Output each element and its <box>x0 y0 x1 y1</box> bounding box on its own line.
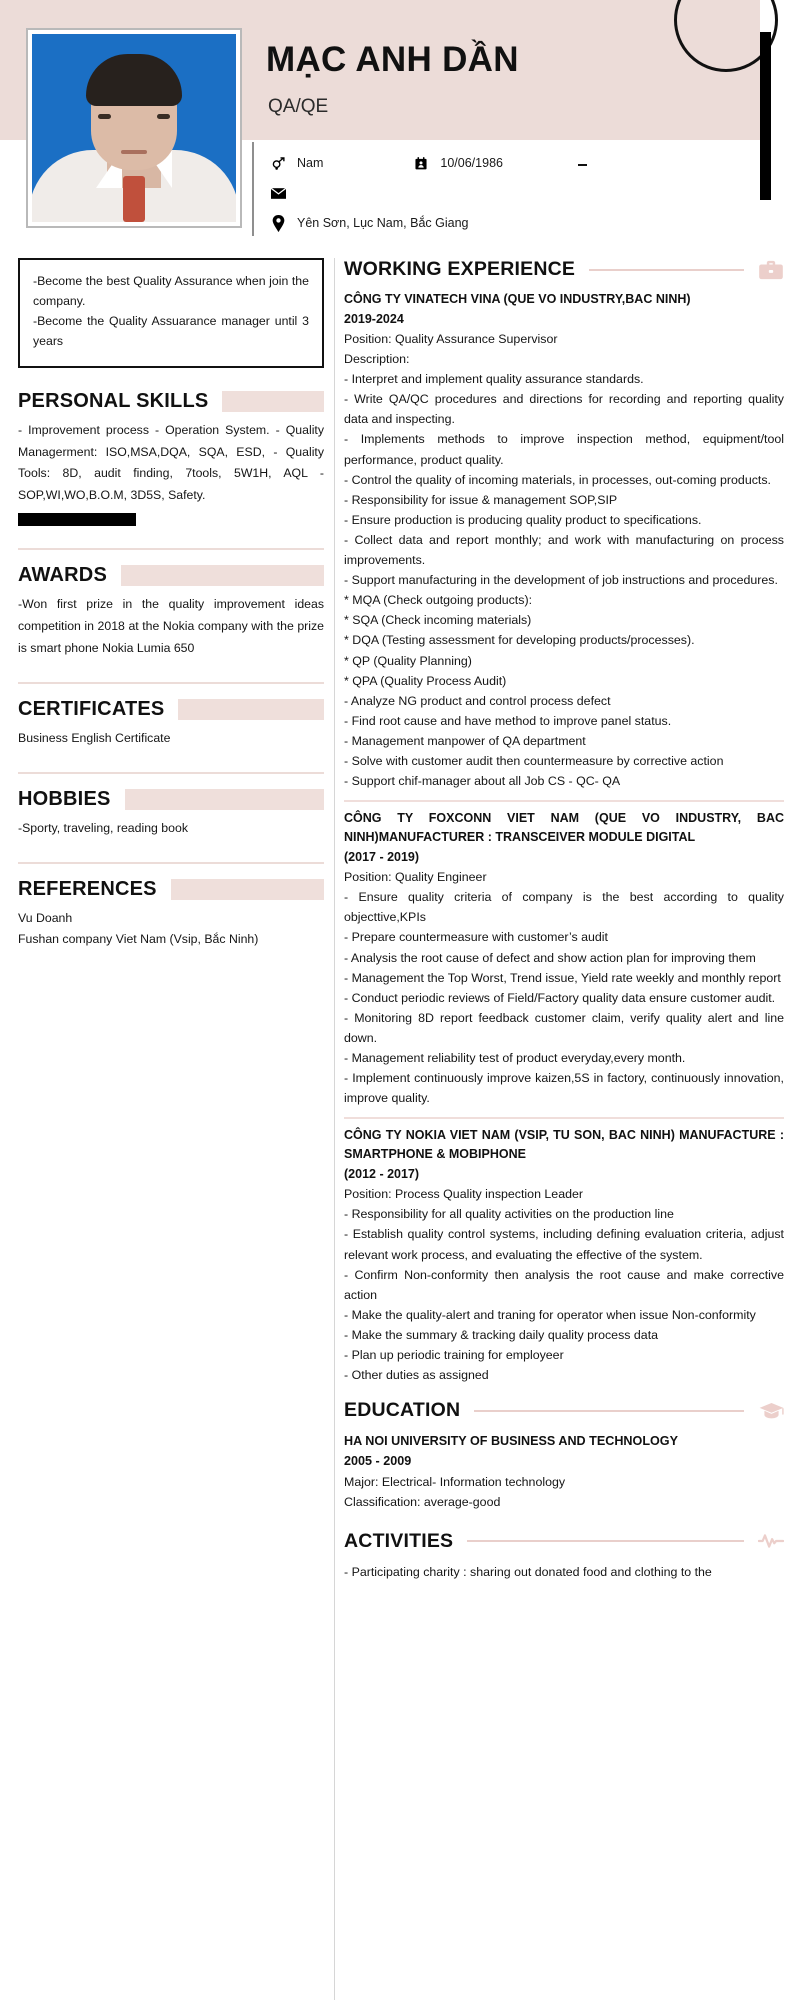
education-classification: Classification: average-good <box>344 1494 501 1509</box>
pulse-icon <box>758 1530 784 1552</box>
profile-photo <box>32 34 236 222</box>
job-role-subtitle: QA/QE <box>268 96 329 117</box>
experience-item-rule <box>344 800 784 802</box>
section-header <box>344 258 784 281</box>
contact-row-address <box>268 208 748 238</box>
experience-item <box>344 800 784 1108</box>
sidebar-section-chip <box>121 565 324 586</box>
redaction-bar-right <box>760 32 771 200</box>
list-item: - Management the Top Worst, Trend issue, Yield rate weekly and monthly report <box>344 970 781 985</box>
sidebar-section <box>18 548 324 660</box>
section-working-experience <box>344 258 784 1385</box>
activity-line: - Participating charity : sharing out donated food and clothing to the <box>344 1564 712 1579</box>
list-item: - Implements methods to improve inspection method, equipment/tool performance, product quality. <box>344 432 784 467</box>
list-item: - Establish quality control systems, including defining evaluation criteria, adjust relevant work process, and evaluating the effective of the system. <box>344 1227 784 1262</box>
location-pin-icon <box>268 213 288 233</box>
sidebar-section-header <box>18 564 324 587</box>
sidebar-section <box>18 862 324 952</box>
sidebar-section-header <box>18 878 324 901</box>
objective-line-2: -Become the Quality Assuarance manager until 3 years <box>33 313 309 348</box>
sidebar-section <box>18 682 324 750</box>
list-item: - Interpret and implement quality assurance standards. <box>344 372 644 387</box>
experience-position: Position: Process Quality inspection Leader <box>344 1187 583 1202</box>
section-rule <box>467 1540 744 1542</box>
list-item: - Control the quality of incoming materials, in processes, out-coming products. <box>344 472 771 487</box>
sidebar-section-title: REFERENCES <box>18 877 157 900</box>
experience-item <box>344 290 784 791</box>
list-item: - Conduct periodic reviews of Field/Factory quality data ensure customer audit. <box>344 990 776 1005</box>
contact-gender <box>268 153 323 173</box>
sidebar-sections <box>18 390 324 952</box>
redaction-block <box>18 513 136 526</box>
sidebar-section-rule <box>18 682 324 684</box>
list-item: - Solve with customer audit then countermeasure by corrective action <box>344 753 724 768</box>
sidebar-section-body: - Improvement process - Operation System. - Quality Managerment: ISO,MSA,DQA, SQA, ESD, - Quality Tools: 8D, audit finding, 7tools, 5W1H, AQL - SOP,WI,WO,B.O.M, 3D5S, Safety. <box>18 422 324 503</box>
address-value: Yên Sơn, Lục Nam, Bắc Giang <box>297 216 469 230</box>
sidebar-section-body: Vu Doanh <box>18 910 73 925</box>
list-item: - Find root cause and have method to improve panel status. <box>344 713 672 728</box>
education-major: Major: Electrical- Information technology <box>344 1474 566 1489</box>
objective-line-1: -Become the best Quality Assurance when join the company. <box>33 274 309 308</box>
list-item: - Responsibility for issue & management SOP,SIP <box>344 492 618 507</box>
sidebar-section-title: CERTIFICATES <box>18 697 165 720</box>
page-title: MẠC ANH DẦN <box>266 40 519 79</box>
experience-item <box>344 1117 784 1385</box>
experience-item-rule <box>344 1117 784 1119</box>
list-item: - Support chif-manager about all Job CS - QC- QA <box>344 774 621 789</box>
contact-row-email <box>268 178 748 208</box>
list-item: - Prepare countermeasure with customer’s audit <box>344 930 608 945</box>
sidebar <box>18 258 324 951</box>
list-item: * QP (Quality Planning) <box>344 653 472 668</box>
list-item: - Responsibility for all quality activities on the production line <box>344 1207 674 1222</box>
sidebar-section <box>18 772 324 840</box>
sidebar-section-header <box>18 390 324 413</box>
column-divider <box>334 258 335 2000</box>
envelope-icon <box>268 183 288 203</box>
list-item: - Ensure quality criteria of company is the best according to quality objecttive,KPIs <box>344 890 784 925</box>
list-item: - Management manpower of QA department <box>344 733 586 748</box>
experience-bullets <box>344 1204 784 1385</box>
sidebar-section-rule <box>18 772 324 774</box>
experience-company: CÔNG TY FOXCONN VIET NAM (QUE VO INDUSTRY, BAC NINH)MANUFACTURER : TRANSCEIVER MODULE DIGITAL <box>344 811 784 845</box>
sidebar-section-chip <box>125 789 324 810</box>
avatar <box>26 28 242 228</box>
sidebar-section-title: HOBBIES <box>18 787 111 810</box>
list-item: - Analysis the root cause of defect and show action plan for improving them <box>344 950 756 965</box>
list-item: - Analyze NG product and control process defect <box>344 693 611 708</box>
contact-dob <box>411 153 503 173</box>
sidebar-section-title: AWARDS <box>18 564 107 587</box>
list-item: - Plan up periodic training for employeer <box>344 1348 564 1363</box>
sidebar-section-header <box>18 788 324 811</box>
list-item: * DQA (Testing assessment for developing products/processes). <box>344 633 695 648</box>
experience-date: (2017 - 2019) <box>344 850 420 865</box>
main-content <box>344 258 784 1586</box>
list-item: - Management reliability test of product everyday,every month. <box>344 1051 686 1065</box>
sidebar-section-chip <box>222 391 324 412</box>
list-item: - Make the summary & tracking daily quality process data <box>344 1327 659 1342</box>
sidebar-section-rule <box>18 548 324 550</box>
section-education <box>344 1399 784 1511</box>
experience-list <box>344 290 784 1385</box>
contact-block <box>268 148 748 238</box>
section-header <box>344 1399 784 1422</box>
gender-value: Nam <box>297 156 324 170</box>
experience-date: 2019-2024 <box>344 312 404 326</box>
list-item: - Support manufacturing in the development of job instructions and procedures. <box>344 573 778 588</box>
sidebar-section-chip <box>178 699 324 720</box>
list-item: - Other duties as assigned <box>344 1368 489 1383</box>
list-item: * QPA (Quality Process Audit) <box>344 673 507 688</box>
list-item: - Ensure production is producing quality product to specifications. <box>344 512 702 527</box>
education-school: HA NOI UNIVERSITY OF BUSINESS AND TECHNOLOGY <box>344 1434 678 1449</box>
section-header <box>344 1530 784 1553</box>
experience-date: (2012 - 2017) <box>344 1167 420 1182</box>
experience-company: CÔNG TY NOKIA VIET NAM (VSIP, TU SON, BAC NINH) MANUFACTURE : SMARTPHONE & MOBIPHONE <box>344 1128 784 1162</box>
list-item: - Implement continuously improve kaizen,5S in factory, continuously innovation, improve quality. <box>344 1071 784 1106</box>
sidebar-section-rule <box>18 862 324 864</box>
education-date: 2005 - 2009 <box>344 1454 412 1469</box>
experience-bullets <box>344 349 784 791</box>
experience-bullets <box>344 887 784 1108</box>
career-objective <box>18 258 324 368</box>
list-item: - Make the quality-alert and traning for operator when issue Non-conformity <box>344 1307 756 1322</box>
briefcase-icon <box>758 259 784 281</box>
dob-value: 10/06/1986 <box>440 156 503 170</box>
redaction-dash <box>578 164 587 166</box>
contact-email <box>268 183 297 203</box>
sidebar-section-body: Fushan company Viet Nam (Vsip, Bắc Ninh) <box>18 932 259 947</box>
sidebar-section <box>18 390 324 527</box>
section-rule <box>474 1410 744 1412</box>
sidebar-section-title: PERSONAL SKILLS <box>18 389 209 412</box>
section-activities <box>344 1530 784 1582</box>
list-item: * MQA (Check outgoing products): <box>344 593 533 608</box>
graduation-cap-icon <box>758 1400 784 1422</box>
sidebar-section-body: -Won first prize in the quality improvement ideas competition in 2018 at the Nokia company with the prize is smart phone Nokia Lumia 650 <box>18 597 324 655</box>
experience-position: Position: Quality Assurance Supervisor <box>344 332 558 346</box>
list-item: - Collect data and report monthly; and work with manufacturing on process improvements. <box>344 532 784 568</box>
experience-company: CÔNG TY VINATECH VINA (QUE VO INDUSTRY,BAC NINH) <box>344 292 691 306</box>
list-item: - Confirm Non-conformity then analysis the root cause and make corrective action <box>344 1267 784 1302</box>
list-item: - Monitoring 8D report feedback customer claim, verify quality alert and line down. <box>344 1010 784 1045</box>
list-item: Description: <box>344 352 410 367</box>
list-item: * SQA (Check incoming materials) <box>344 613 532 628</box>
contact-address <box>268 213 468 233</box>
gender-icon <box>268 153 288 173</box>
experience-position: Position: Quality Engineer <box>344 870 487 885</box>
section-rule <box>589 269 744 271</box>
sidebar-section-body: -Sporty, traveling, reading book <box>18 820 188 835</box>
contact-row-primary <box>268 148 748 178</box>
section-title: WORKING EXPERIENCE <box>344 258 576 280</box>
calendar-icon <box>411 153 431 173</box>
section-title: EDUCATION <box>344 1399 461 1422</box>
sidebar-section-header <box>18 698 324 721</box>
contact-divider <box>252 142 254 236</box>
sidebar-section-body: Business English Certificate <box>18 730 171 745</box>
list-item: - Write QA/QC procedures and directions for recording and reporting quality data and inspecting. <box>344 392 784 427</box>
activities-list <box>344 1562 784 1582</box>
sidebar-section-chip <box>171 879 324 900</box>
section-title: ACTIVITIES <box>344 1529 454 1552</box>
